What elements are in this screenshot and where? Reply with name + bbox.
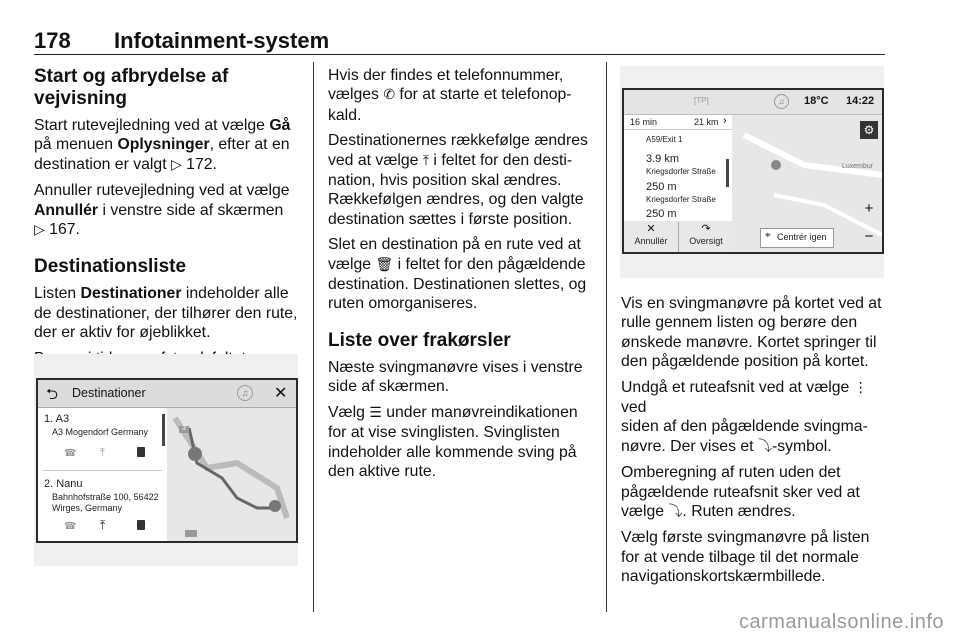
list-scrollbar[interactable]	[162, 414, 165, 446]
recenter-button[interactable]: ⌖ Centrér igen	[760, 228, 834, 248]
paragraph-recalc: Omberegning af ruten uden det pågældende ruteafsnit sker ved at vælge ⤵. Ruten ændres.	[621, 464, 860, 521]
destinations-titlebar	[38, 380, 296, 408]
destination-2-name[interactable]: 2. Nanu	[44, 478, 83, 490]
move-top-icon[interactable]: ⤒	[100, 447, 105, 459]
heading-exit-list: Liste over frakørsler	[328, 329, 511, 351]
destinations-list	[38, 408, 166, 541]
paragraph-phone: Hvis der findes et telefonnummer, vælges ✆ for at starte et telefonop- kald.	[328, 67, 572, 124]
map-place-label: Luxembur	[842, 163, 874, 170]
heading-destination-list: Destinationsliste	[34, 256, 187, 278]
phone-icon[interactable]: ☎	[64, 448, 77, 459]
music-icon[interactable]: ♫	[237, 385, 253, 401]
column-3	[621, 294, 889, 593]
route-icon: ↷	[701, 223, 711, 235]
paragraph-avoid: Undgå et ruteafsnit ved at vælge ⋮ ved siden af den pågældende svingma- nøvre. Der vises et ⤵-symbol.	[621, 378, 868, 455]
list-divider	[42, 470, 162, 471]
paragraph-start: Start rutevejledning ved at vælge Gå på menuen Oplysninger, efter at en destination er valgt ▷ 172.	[34, 117, 291, 173]
paragraph-return: Vælg første svingmanøvre på listen for at vende tilbage til det normale navigationskortskærmbillede.	[621, 529, 870, 586]
clock: 14:22	[846, 95, 875, 107]
chevron-right-icon: ›	[723, 115, 727, 127]
phone-icon[interactable]: ☎	[64, 521, 77, 532]
column-divider-1	[313, 62, 314, 612]
recenter-icon: ⌖	[765, 230, 771, 241]
destination-1-name[interactable]: 1. A3	[44, 413, 70, 425]
detour-icon: ⤵	[668, 504, 683, 521]
temperature: 18°C	[804, 95, 829, 107]
bottom-buttons	[624, 222, 882, 252]
destinations-map[interactable]	[167, 408, 296, 541]
cancel-button[interactable]: ✕ Annullér	[624, 222, 679, 252]
phone-icon: ✆	[383, 87, 396, 104]
zoom-in-button[interactable]: +	[864, 200, 874, 217]
settings-button[interactable]: ⚙	[860, 121, 878, 139]
road-number-label: 3	[182, 425, 186, 432]
column-2	[328, 66, 598, 487]
paragraph-turn-list: Vælg ☰ under manøvreindikationen for at vise svinglisten. Svinglisten indeholder alle kommende sving på den aktive rute.	[328, 403, 578, 480]
screenshot-destinations	[36, 378, 298, 543]
turn-row-3-distance[interactable]: 250 m	[646, 208, 677, 220]
page-number: 178	[34, 28, 71, 53]
paragraph-reorder: Destinationernes rækkefølge ændres ved at vælge ⤒ i feltet for den desti- nation, hvis position skal ændres. Rækkefølgen ændres, og den valgte destination sættes i første position.	[328, 132, 588, 228]
close-icon[interactable]: ✕	[274, 383, 288, 402]
destination-2-address-line2: Wirges, Germany	[52, 503, 123, 513]
column-divider-2	[606, 62, 607, 612]
turn-row-1-distance[interactable]: 3.9 km	[646, 153, 680, 165]
zoom-out-button[interactable]: −	[864, 228, 874, 245]
paragraph-delete: Slet en destination på en rute ved at vælge 🗑 i feltet for den pågældende destination. Destinationen slettes, og ruten omorganiseres.	[328, 236, 587, 313]
back-icon[interactable]: ⮌	[46, 385, 59, 403]
paragraph-next-turn: Næste svingmanøvre vises i venstre side af skærmen.	[328, 358, 583, 396]
trash-icon[interactable]	[137, 447, 145, 457]
screenshot-turnlist	[622, 88, 884, 254]
list-icon: ☰	[369, 404, 382, 421]
move-top-icon: ⤒	[422, 152, 430, 169]
turn-list-scrollbar[interactable]	[726, 159, 729, 187]
status-bar	[624, 90, 882, 115]
page-title: Infotainment-system	[114, 28, 330, 53]
page-header	[34, 28, 885, 55]
turn-row-exit[interactable]: A59/Exit 1	[646, 135, 683, 144]
eta-time: 16 min	[630, 117, 658, 127]
eta-distance: 21 km	[694, 117, 719, 127]
more-vertical-icon: ⋮	[853, 379, 868, 396]
destination-2-address-line1: Bahnhofstraße 100, 56422	[52, 492, 159, 502]
route-map-svg	[167, 408, 296, 541]
watermark: carmanualsonline.info	[738, 611, 944, 633]
column-1	[34, 66, 304, 394]
detour-icon: ⤵	[757, 438, 772, 455]
tp-icon: [TP]	[694, 96, 709, 105]
turn-row-1-street: Kriegsdorfer Straße	[646, 167, 716, 176]
page-ref-icon: ▷	[34, 222, 45, 239]
paragraph-show-turn: Vis en svingmanøvre på kortet ved at rulle gennem listen og berøre den ønskede manøvre. Kortet springer til den pågældende position på kortet.	[621, 295, 882, 371]
trash-icon: 🗑	[375, 256, 394, 273]
paragraph-destinations: Listen Destinationer indeholder alle de destinationer, der tilhører den rute, der er aktiv for øjeblikket.	[34, 285, 298, 342]
trash-icon[interactable]	[137, 520, 145, 530]
page-ref-icon: ▷	[171, 156, 182, 173]
turn-row-2-distance[interactable]: 250 m	[646, 181, 677, 193]
close-icon: ✕	[646, 223, 656, 235]
eta-bar[interactable]	[624, 115, 732, 130]
paragraph-cancel: Annuller rutevejledning ved at vælge Annullér i venstre side af skærmen ▷ 167.	[34, 182, 290, 239]
destination-1-address: A3 Mogendorf Germany	[52, 427, 149, 437]
turn-row-2-street: Kriegsdorfer Straße	[646, 195, 716, 204]
move-top-icon[interactable]: ⤒	[100, 518, 106, 532]
music-icon[interactable]: ♫	[774, 94, 789, 109]
heading-start-stop: Start og afbrydelse af vejvisning	[34, 66, 229, 109]
overview-button[interactable]: ↷ Oversigt	[679, 222, 733, 252]
destinations-title: Destinationer	[72, 386, 146, 400]
turn-list-panel	[624, 115, 732, 221]
